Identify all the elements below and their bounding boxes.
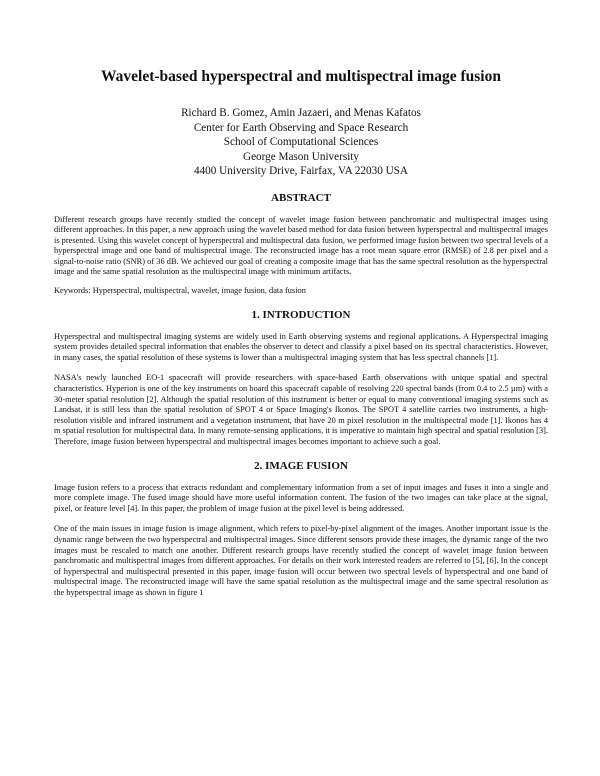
abstract-text: Different research groups have recently studied the concept of wavelet image fusion between panchromatic and multispectral images using different approaches. In this paper, a new approach using the wavelet based method for data fusion between hyperspectral and multispectral images is presented. Using this wavelet concept of hyperspectral and multispectral data fusion, we performed image fusion between two spectral levels of a hyperspectral image and one band of multispectral image. The reconstructed image has a root mean square error (RMSE) of 2.8 per pixel and a signal-to-noise ratio (SNR) of 36 dB. We achieved our goal of creating a composite image that has the same spectral resolution as the hyperspectral image and the same spatial resolution as the multispectral image with minimum artifacts.: [54, 214, 548, 277]
affiliation-line: School of Computational Sciences: [223, 136, 379, 148]
body-paragraph: NASA's newly launched EO-1 spacecraft will provide researchers with space-based Earth observations with unique spatial and spectral characteristics. Hyperion is one of the key instruments on board this spacecraft capable of resolving 220 spectral bands (from 0.4 to 2.5 µm) with a 30-meter spatial resolution [2]. Although the spatial resolution of this instrument is better or equal to many conventional imaging systems such as Landsat, it is still less than the spatial resolution of SPOT 4 or Space Imaging's Ikonos. The SPOT 4 satellite carries two instruments, a high-resolution visible and infrared instrument and a vegetation instrument, that have 20 m pixel resolution in the multispectral mode [1]. Ikonos has 4 m spatial resolution for multispectral data. In many remote-sensing applications, it is imperative to maintain high spectral and spatial resolution [3]. Therefore, image fusion between hyperspectral and multispectral images becomes important to achieve such a goal.: [54, 373, 548, 446]
body-paragraph: Image fusion refers to a process that extracts redundant and complementary information from a set of input images and fuses it into a single and more complete image. The fused image should have more useful information content. The fusion of the two images can take place at the signal, pixel, or feature level [4]. In this paper, the problem of image fusion at the pixel level is being addressed.: [54, 482, 548, 513]
paper-title: Wavelet-based hyperspectral and multispectral image fusion: [101, 68, 501, 85]
affiliation-line: Center for Earth Observing and Space Research: [193, 121, 409, 134]
affiliation-line: 4400 University Drive, Fairfax, VA 22030 USA: [193, 165, 408, 177]
body-paragraph: One of the main issues in image fusion is image alignment, which refers to pixel-by-pixel alignment of the images. Another important issue is the dynamic range between the two hyperspectral and multispectral images. Since different sensors provide these images, the dynamic range of the two images must be rescaled to match one another. Different research groups have recently studied the concept of wavelet image fusion between panchromatic and multispectral images from different approaches. For details on their work interested readers are referred to [5], [6]. In the concept of hyperspectral and multispectral presented in this paper, image fusion will occur between two spectral levels of hyperspectral and one band of multispectral image. The reconstructed image will have the same spatial resolution as the multispectral image and the same spectral resolution as the hyperspectral image as shown in figure 1: [54, 524, 548, 597]
abstract-heading: ABSTRACT: [271, 191, 331, 204]
author-block: [54, 106, 548, 179]
section-heading-introduction: 1. INTRODUCTION: [251, 308, 351, 321]
section-heading-image-fusion: 2. IMAGE FUSION: [254, 459, 348, 472]
body-paragraph: Hyperspectral and multispectral imaging systems are widely used in Earth observing systems and regional applications. A Hyperspectral imaging system provides detailed spectral information that enables the observer to detect and classify a pixel based on its spectral characteristics. However, in many cases, the spatial resolution of these systems is lower than a multispectral imaging system that has less spectral channels [1].: [54, 331, 548, 362]
keywords: Keywords: Hyperspectral, multispectral, wavelet, image fusion, data fusion: [54, 286, 306, 296]
affiliation-line: George Mason University: [243, 150, 359, 163]
authors-line: Richard B. Gomez, Amin Jazaeri, and Menas Kafatos: [181, 107, 421, 119]
